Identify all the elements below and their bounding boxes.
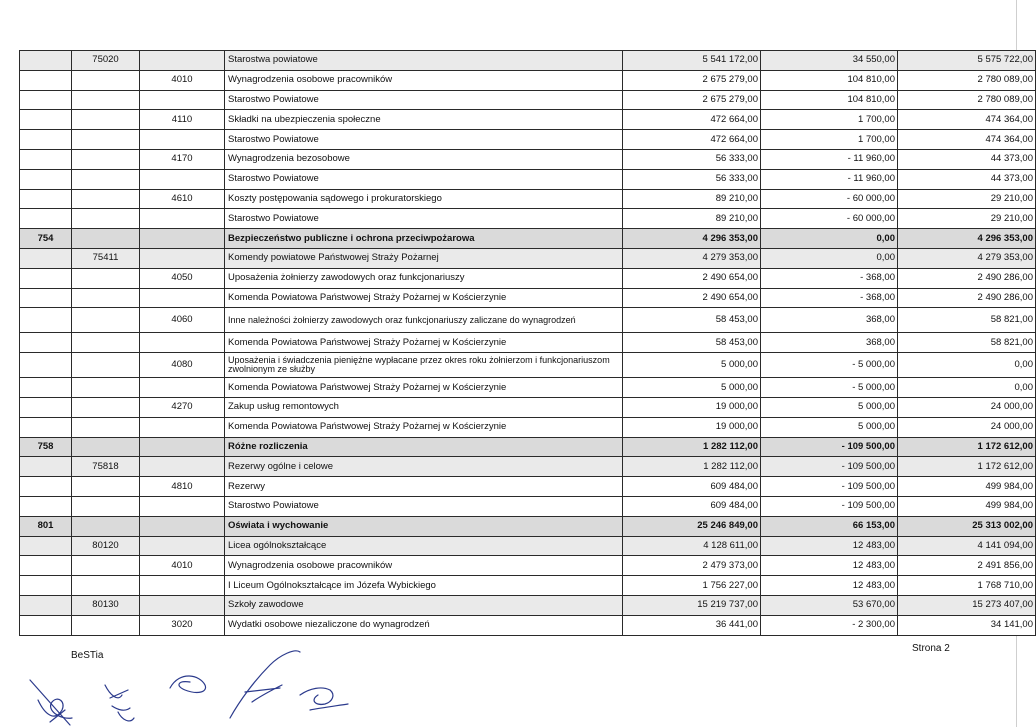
cell-zmiana: - 60 000,00 <box>761 189 898 209</box>
cell-name: Starostwo Powiatowe <box>225 90 623 110</box>
cell-po-zmianie: 2 780 089,00 <box>898 70 1036 90</box>
cell-plan: 472 664,00 <box>623 110 761 130</box>
cell-plan: 4 128 611,00 <box>623 536 761 556</box>
cell-name: Komenda Powiatowa Państwowej Straży Pożarnej w Kościerzynie <box>225 378 623 398</box>
cell-zmiana: - 11 960,00 <box>761 149 898 169</box>
cell-zmiana: - 109 500,00 <box>761 496 898 516</box>
cell-dzial <box>20 457 72 477</box>
cell-name: Zakup usług remontowych <box>225 397 623 417</box>
cell-plan: 25 246 849,00 <box>623 516 761 536</box>
table-row-unit <box>20 333 1036 353</box>
cell-zmiana: 66 153,00 <box>761 516 898 536</box>
cell-name: Rezerwy <box>225 477 623 497</box>
table-row-chapter <box>20 595 1036 615</box>
cell-rozdzial <box>72 268 140 288</box>
cell-zmiana: - 11 960,00 <box>761 169 898 189</box>
table-row-paragraph <box>20 477 1036 497</box>
cell-rozdzial <box>72 615 140 635</box>
cell-plan: 89 210,00 <box>623 209 761 229</box>
cell-rozdzial <box>72 516 140 536</box>
cell-dzial: 801 <box>20 516 72 536</box>
cell-dzial <box>20 308 72 333</box>
cell-rozdzial <box>72 229 140 249</box>
cell-name: Starostwo Powiatowe <box>225 169 623 189</box>
cell-name: Rezerwy ogólne i celowe <box>225 457 623 477</box>
cell-po-zmianie: 4 141 094,00 <box>898 536 1036 556</box>
cell-plan: 5 541 172,00 <box>623 51 761 71</box>
table-row-unit <box>20 417 1036 437</box>
cell-po-zmianie: 0,00 <box>898 378 1036 398</box>
table-row-paragraph <box>20 353 1036 378</box>
cell-dzial: 758 <box>20 437 72 457</box>
cell-dzial <box>20 209 72 229</box>
cell-rozdzial <box>72 576 140 596</box>
cell-po-zmianie: 44 373,00 <box>898 149 1036 169</box>
cell-dzial <box>20 248 72 268</box>
cell-name: I Liceum Ogólnokształcące im Józefa Wybickiego <box>225 576 623 596</box>
cell-zmiana: 104 810,00 <box>761 90 898 110</box>
cell-dzial <box>20 353 72 378</box>
cell-plan: 2 675 279,00 <box>623 70 761 90</box>
cell-paragraf <box>140 378 225 398</box>
cell-paragraf <box>140 595 225 615</box>
table-row-paragraph <box>20 149 1036 169</box>
footer-program-name: BeSTia <box>71 650 104 661</box>
cell-paragraf: 4010 <box>140 70 225 90</box>
cell-name: Wynagrodzenia bezosobowe <box>225 149 623 169</box>
table-row-section <box>20 437 1036 457</box>
cell-paragraf <box>140 229 225 249</box>
cell-po-zmianie: 15 273 407,00 <box>898 595 1036 615</box>
cell-po-zmianie: 29 210,00 <box>898 189 1036 209</box>
cell-plan: 19 000,00 <box>623 417 761 437</box>
cell-paragraf <box>140 209 225 229</box>
cell-rozdzial <box>72 417 140 437</box>
cell-name: Koszty postępowania sądowego i prokuratorskiego <box>225 189 623 209</box>
table-row-chapter <box>20 51 1036 71</box>
cell-po-zmianie: 58 821,00 <box>898 308 1036 333</box>
table-row-unit <box>20 378 1036 398</box>
cell-zmiana: - 109 500,00 <box>761 437 898 457</box>
cell-rozdzial <box>72 378 140 398</box>
cell-paragraf <box>140 457 225 477</box>
cell-paragraf: 4080 <box>140 353 225 378</box>
cell-rozdzial <box>72 477 140 497</box>
cell-po-zmianie: 499 984,00 <box>898 496 1036 516</box>
cell-name: Uposażenia i świadczenia pieniężne wypłacane przez okres roku żołnierzom i funkcjonariuszom zwolnionym ze służby <box>225 353 623 378</box>
cell-zmiana: 1 700,00 <box>761 110 898 130</box>
cell-plan: 2 479 373,00 <box>623 556 761 576</box>
cell-name: Różne rozliczenia <box>225 437 623 457</box>
cell-paragraf <box>140 417 225 437</box>
cell-paragraf: 4110 <box>140 110 225 130</box>
table-row-unit <box>20 576 1036 596</box>
table-row-unit <box>20 209 1036 229</box>
table-row-paragraph <box>20 308 1036 333</box>
cell-dzial <box>20 333 72 353</box>
cell-plan: 1 282 112,00 <box>623 457 761 477</box>
table-row-paragraph <box>20 397 1036 417</box>
cell-plan: 36 441,00 <box>623 615 761 635</box>
cell-dzial <box>20 51 72 71</box>
cell-zmiana: - 109 500,00 <box>761 457 898 477</box>
cell-paragraf <box>140 536 225 556</box>
cell-po-zmianie: 0,00 <box>898 353 1036 378</box>
cell-plan: 2 675 279,00 <box>623 90 761 110</box>
cell-dzial <box>20 130 72 150</box>
cell-po-zmianie: 1 172 612,00 <box>898 437 1036 457</box>
cell-po-zmianie: 499 984,00 <box>898 477 1036 497</box>
cell-rozdzial: 80120 <box>72 536 140 556</box>
table-row-paragraph <box>20 268 1036 288</box>
cell-rozdzial <box>72 70 140 90</box>
cell-zmiana: - 2 300,00 <box>761 615 898 635</box>
cell-plan: 58 453,00 <box>623 308 761 333</box>
cell-rozdzial <box>72 437 140 457</box>
cell-plan: 2 490 654,00 <box>623 268 761 288</box>
cell-po-zmianie: 2 491 856,00 <box>898 556 1036 576</box>
cell-paragraf: 4060 <box>140 308 225 333</box>
cell-po-zmianie: 1 768 710,00 <box>898 576 1036 596</box>
cell-dzial <box>20 288 72 308</box>
cell-po-zmianie: 4 296 353,00 <box>898 229 1036 249</box>
cell-rozdzial <box>72 149 140 169</box>
cell-plan: 58 453,00 <box>623 333 761 353</box>
cell-dzial <box>20 268 72 288</box>
cell-rozdzial <box>72 496 140 516</box>
table-row-unit <box>20 169 1036 189</box>
cell-po-zmianie: 2 490 286,00 <box>898 288 1036 308</box>
cell-name: Starostwo Powiatowe <box>225 209 623 229</box>
cell-dzial <box>20 378 72 398</box>
cell-name: Inne należności żołnierzy zawodowych oraz funkcjonariuszy zaliczane do wynagrodzeń <box>225 308 623 333</box>
cell-plan: 5 000,00 <box>623 353 761 378</box>
cell-paragraf <box>140 437 225 457</box>
cell-dzial <box>20 496 72 516</box>
cell-name: Komenda Powiatowa Państwowej Straży Pożarnej w Kościerzynie <box>225 288 623 308</box>
cell-dzial <box>20 397 72 417</box>
cell-name: Składki na ubezpieczenia społeczne <box>225 110 623 130</box>
table-row-paragraph <box>20 615 1036 635</box>
cell-rozdzial: 75411 <box>72 248 140 268</box>
cell-dzial <box>20 556 72 576</box>
cell-name: Wynagrodzenia osobowe pracowników <box>225 556 623 576</box>
cell-name: Licea ogólnokształcące <box>225 536 623 556</box>
table-row-section <box>20 516 1036 536</box>
cell-paragraf <box>140 496 225 516</box>
cell-paragraf: 4270 <box>140 397 225 417</box>
cell-po-zmianie: 2 780 089,00 <box>898 90 1036 110</box>
table-row-unit <box>20 288 1036 308</box>
cell-po-zmianie: 24 000,00 <box>898 417 1036 437</box>
cell-zmiana: 0,00 <box>761 248 898 268</box>
cell-rozdzial <box>72 556 140 576</box>
cell-rozdzial <box>72 209 140 229</box>
cell-name: Starostwo Powiatowe <box>225 130 623 150</box>
cell-name: Komendy powiatowe Państwowej Straży Pożarnej <box>225 248 623 268</box>
cell-po-zmianie: 1 172 612,00 <box>898 457 1036 477</box>
cell-name: Szkoły zawodowe <box>225 595 623 615</box>
cell-po-zmianie: 5 575 722,00 <box>898 51 1036 71</box>
footer-page-number: Strona 2 <box>912 643 950 654</box>
cell-dzial <box>20 477 72 497</box>
cell-name: Uposażenia żołnierzy zawodowych oraz funkcjonariuszy <box>225 268 623 288</box>
cell-plan: 4 279 353,00 <box>623 248 761 268</box>
cell-zmiana: 104 810,00 <box>761 70 898 90</box>
cell-paragraf: 4050 <box>140 268 225 288</box>
table-row-chapter <box>20 248 1036 268</box>
cell-plan: 609 484,00 <box>623 496 761 516</box>
cell-paragraf <box>140 576 225 596</box>
cell-po-zmianie: 34 141,00 <box>898 615 1036 635</box>
cell-rozdzial: 75818 <box>72 457 140 477</box>
cell-dzial <box>20 70 72 90</box>
cell-plan: 15 219 737,00 <box>623 595 761 615</box>
cell-paragraf: 4610 <box>140 189 225 209</box>
cell-dzial <box>20 576 72 596</box>
cell-zmiana: 12 483,00 <box>761 556 898 576</box>
cell-dzial <box>20 110 72 130</box>
cell-name: Bezpieczeństwo publiczne i ochrona przeciwpożarowa <box>225 229 623 249</box>
cell-rozdzial: 80130 <box>72 595 140 615</box>
cell-rozdzial <box>72 130 140 150</box>
cell-po-zmianie: 29 210,00 <box>898 209 1036 229</box>
cell-zmiana: 368,00 <box>761 333 898 353</box>
cell-zmiana: 53 670,00 <box>761 595 898 615</box>
cell-plan: 89 210,00 <box>623 189 761 209</box>
table-row-paragraph <box>20 70 1036 90</box>
cell-dzial <box>20 536 72 556</box>
cell-dzial <box>20 169 72 189</box>
cell-paragraf <box>140 51 225 71</box>
cell-paragraf <box>140 288 225 308</box>
cell-plan: 19 000,00 <box>623 397 761 417</box>
cell-zmiana: 5 000,00 <box>761 397 898 417</box>
cell-plan: 1 756 227,00 <box>623 576 761 596</box>
cell-zmiana: 368,00 <box>761 308 898 333</box>
cell-plan: 472 664,00 <box>623 130 761 150</box>
cell-zmiana: 5 000,00 <box>761 417 898 437</box>
cell-paragraf <box>140 90 225 110</box>
cell-rozdzial <box>72 353 140 378</box>
table-row-unit <box>20 496 1036 516</box>
cell-zmiana: 12 483,00 <box>761 576 898 596</box>
cell-name: Komenda Powiatowa Państwowej Straży Pożarnej w Kościerzynie <box>225 417 623 437</box>
cell-dzial <box>20 90 72 110</box>
table-row-paragraph <box>20 110 1036 130</box>
table-row-unit <box>20 90 1036 110</box>
cell-po-zmianie: 474 364,00 <box>898 110 1036 130</box>
handwritten-signatures-icon <box>0 640 400 727</box>
cell-rozdzial <box>72 288 140 308</box>
cell-paragraf: 4010 <box>140 556 225 576</box>
cell-rozdzial <box>72 333 140 353</box>
cell-rozdzial <box>72 110 140 130</box>
cell-po-zmianie: 474 364,00 <box>898 130 1036 150</box>
cell-po-zmianie: 2 490 286,00 <box>898 268 1036 288</box>
cell-zmiana: - 5 000,00 <box>761 378 898 398</box>
cell-rozdzial <box>72 189 140 209</box>
cell-dzial <box>20 189 72 209</box>
cell-paragraf <box>140 333 225 353</box>
table-row-chapter <box>20 457 1036 477</box>
cell-plan: 5 000,00 <box>623 378 761 398</box>
budget-table-body <box>20 51 1036 636</box>
cell-po-zmianie: 44 373,00 <box>898 169 1036 189</box>
cell-name: Starostwo Powiatowe <box>225 496 623 516</box>
cell-po-zmianie: 24 000,00 <box>898 397 1036 417</box>
cell-rozdzial <box>72 308 140 333</box>
cell-plan: 4 296 353,00 <box>623 229 761 249</box>
cell-dzial <box>20 149 72 169</box>
cell-zmiana: - 368,00 <box>761 288 898 308</box>
cell-po-zmianie: 58 821,00 <box>898 333 1036 353</box>
cell-paragraf: 3020 <box>140 615 225 635</box>
cell-paragraf <box>140 248 225 268</box>
cell-plan: 2 490 654,00 <box>623 288 761 308</box>
cell-po-zmianie: 4 279 353,00 <box>898 248 1036 268</box>
table-row-paragraph <box>20 556 1036 576</box>
table-row-section <box>20 229 1036 249</box>
cell-name: Wydatki osobowe niezaliczone do wynagrodzeń <box>225 615 623 635</box>
cell-dzial: 754 <box>20 229 72 249</box>
cell-plan: 1 282 112,00 <box>623 437 761 457</box>
cell-dzial <box>20 595 72 615</box>
cell-plan: 56 333,00 <box>623 149 761 169</box>
cell-plan: 609 484,00 <box>623 477 761 497</box>
cell-name: Wynagrodzenia osobowe pracowników <box>225 70 623 90</box>
budget-table <box>19 50 1036 636</box>
cell-plan: 56 333,00 <box>623 169 761 189</box>
table-row-paragraph <box>20 189 1036 209</box>
cell-name: Starostwa powiatowe <box>225 51 623 71</box>
cell-zmiana: 1 700,00 <box>761 130 898 150</box>
cell-rozdzial <box>72 397 140 417</box>
cell-rozdzial <box>72 90 140 110</box>
cell-rozdzial: 75020 <box>72 51 140 71</box>
cell-paragraf <box>140 130 225 150</box>
cell-rozdzial <box>72 169 140 189</box>
cell-po-zmianie: 25 313 002,00 <box>898 516 1036 536</box>
cell-paragraf: 4170 <box>140 149 225 169</box>
cell-dzial <box>20 417 72 437</box>
table-row-unit <box>20 130 1036 150</box>
cell-paragraf: 4810 <box>140 477 225 497</box>
cell-zmiana: 12 483,00 <box>761 536 898 556</box>
table-row-chapter <box>20 536 1036 556</box>
cell-zmiana: - 368,00 <box>761 268 898 288</box>
cell-paragraf <box>140 516 225 536</box>
cell-zmiana: 0,00 <box>761 229 898 249</box>
cell-zmiana: 34 550,00 <box>761 51 898 71</box>
cell-zmiana: - 60 000,00 <box>761 209 898 229</box>
cell-zmiana: - 109 500,00 <box>761 477 898 497</box>
cell-paragraf <box>140 169 225 189</box>
cell-name: Komenda Powiatowa Państwowej Straży Pożarnej w Kościerzynie <box>225 333 623 353</box>
cell-name: Oświata i wychowanie <box>225 516 623 536</box>
cell-dzial <box>20 615 72 635</box>
cell-zmiana: - 5 000,00 <box>761 353 898 378</box>
